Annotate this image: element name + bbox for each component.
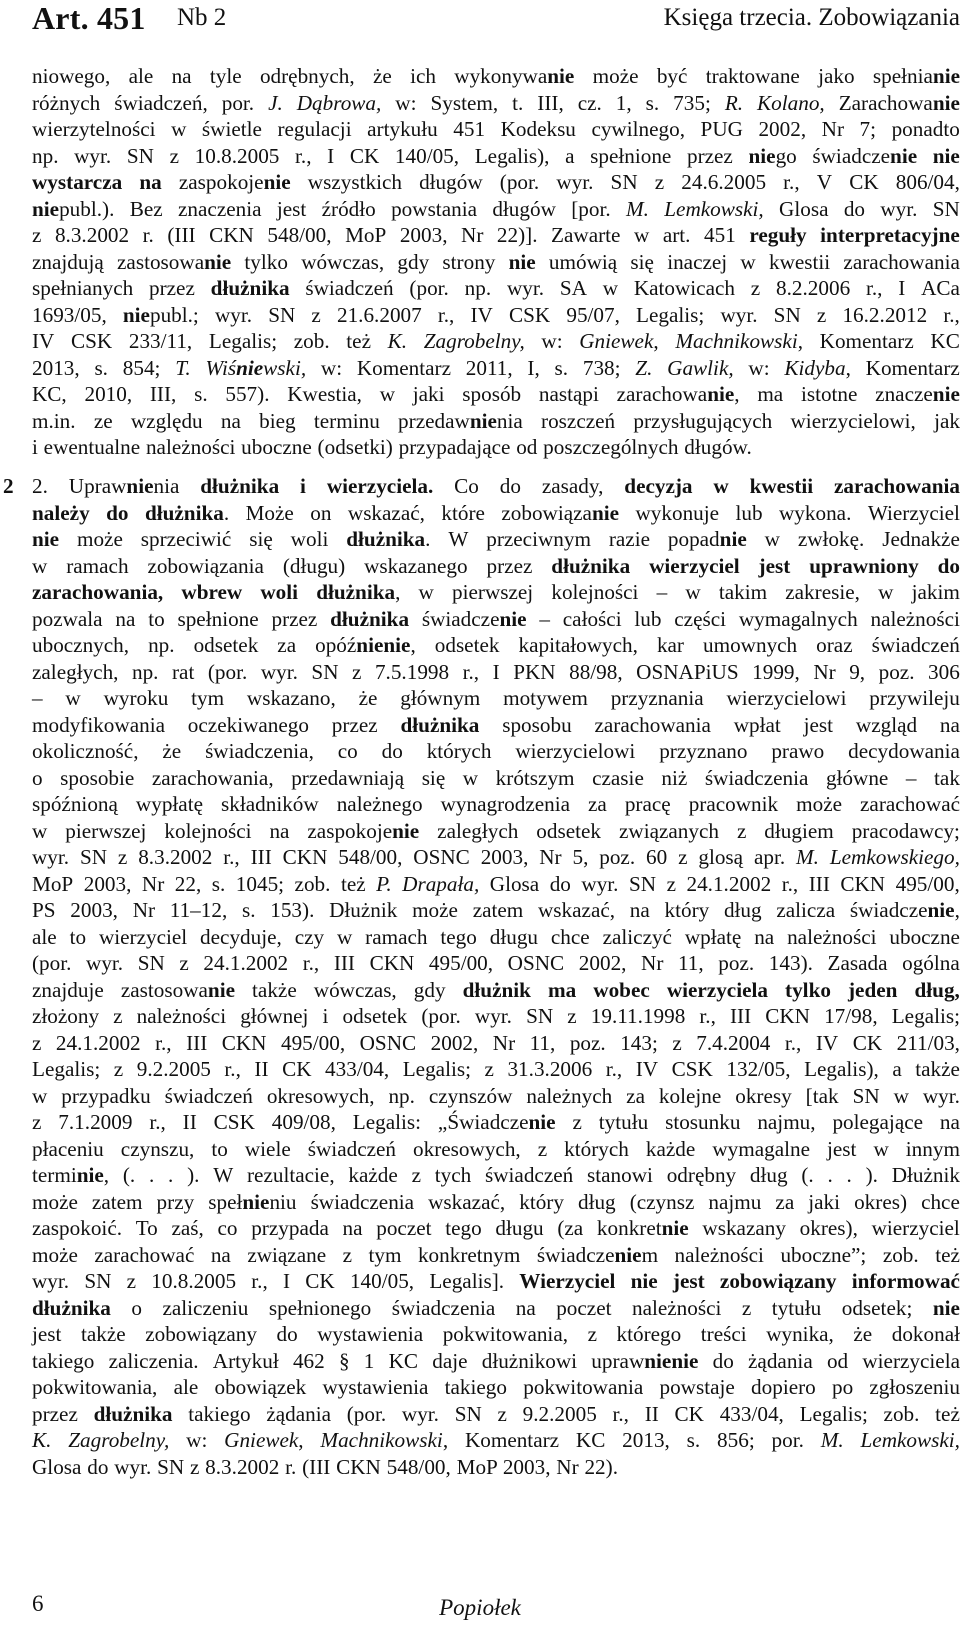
paragraph-continuation [32, 63, 960, 461]
text-line: spóźnioną wypłatę składników należnego wynagrodzenia za pracę pracownik może zarachować [32, 792, 960, 816]
text-line: pozwala na to spełnione przez dłużnika świadczenie – całości lub części wymagalnych należności [32, 606, 960, 631]
text-line: zaspokoić. To zaś, co przypada na poczet tego długu (za konkretnie wskazany okres), wierzyciel [32, 1216, 960, 1240]
text-line: Legalis; z 9.2.2005 r., II CK 433/04, Legalis; z 31.3.2006 r., IV CSK 132/05, Legalis), a także [32, 1057, 960, 1081]
text-line: z 24.1.2002 r., III CKN 495/00, OSNC 2002, Nr 11, poz. 143; z 7.4.2004 r., IV CK 211/03, [32, 1030, 960, 1055]
text-line: złożony z należności głównej i odsetek (por. wyr. SN z 19.11.1998 r., III CKN 17/98, Legalis; [32, 1004, 960, 1028]
text-line: znajduje zastosowanie także wówczas, gdy dłużnik ma wobec wierzyciela tylko jeden dług, [32, 977, 960, 1002]
text-line: MoP 2003, Nr 22, s. 1045; zob. też P. Drapała, Glosa do wyr. SN z 24.1.2002 r., III CKN 495/00, [32, 871, 960, 896]
text-line: może zarachować na związane z tym konkretnym świadczeniem należności uboczne”; zob. też [32, 1242, 960, 1267]
text-line: zarachowania, wbrew woli dłużnika, w pierwszej kolejności – w takim zakresie, w jakim [32, 580, 960, 604]
text-line: ale to wierzyciel decyduje, czy w ramach tego długu chce zaliczyć wpłatę na należności uboczne [32, 924, 960, 949]
text-line: spełnianych przez dłużnika świadczeń (por. np. wyr. SA w Katowicach z 8.2.2006 r., I ACa [32, 276, 960, 300]
text-line: płaceniu czynszu, to wiele świadczeń okresowych, z których każde wymagalne jest w innym [32, 1136, 960, 1161]
text-line: PS 2003, Nr 11–12, s. 153). Dłużnik może zatem wskazać, na który dług zalicza świadczenie, [32, 898, 960, 922]
text-line: w przypadku świadczeń okresowych, np. czynszów należnych za kolejne okresy [tak SN w wyr. [32, 1083, 960, 1108]
text-line: w ramach zobowiązania (długu) wskazanego przez dłużnika wierzyciel jest uprawniony do [32, 553, 960, 578]
text-line: ubocznych, np. odsetek za opóźnienie, odsetek kapitałowych, kar umownych oraz świadczeń [32, 633, 960, 657]
margin-number-reference: Nb 2 [177, 4, 227, 31]
text-line: dłużnika o zaliczeniu spełnionego świadczenia na poczet należności z tytułu odsetek; nie [32, 1295, 960, 1320]
text-line: z 7.1.2009 r., II CSK 409/08, Legalis: „Świadczenie z tytułu stosunku najmu, polegające na [32, 1110, 960, 1134]
text-line: wyr. SN z 8.3.2002 r., III CKN 548/00, OSNC 2003, Nr 5, poz. 60 z glosą apr. M. Lemkowskiego, [32, 845, 960, 869]
text-line: znajdują zastosowanie tylko wówczas, gdy strony nie umówią się inaczej w kwestii zarachowania [32, 249, 960, 274]
text-line: – w wyroku tym wskazano, że głównym motywem przyznania wierzycielowi przywileju [32, 686, 960, 710]
text-line: okoliczność, że świadczenia, co do których wierzycielowi przyznano prawo decydowania [32, 739, 960, 763]
text-line: zaległych, np. rat (por. wyr. SN z 7.5.1998 r., I PKN 88/98, OSNAPiUS 1999, Nr 9, poz. 306 [32, 659, 960, 684]
text-line: IV CSK 233/11, Legalis; zob. też K. Zagrobelny, w: Gniewek, Machnikowski, Komentarz KC [32, 329, 960, 353]
article-number: Art. 451 [32, 0, 146, 36]
text-line: np. wyr. SN z 10.8.2005 r., I CK 140/05, Legalis), a spełnione przez niego świadczenie nie [32, 143, 960, 168]
text-line: wyr. SN z 10.8.2005 r., I CK 140/05, Legalis]. Wierzyciel nie jest zobowiązany informować [32, 1269, 960, 1293]
text-line: wystarcza na zaspokojenie wszystkich długów (por. wyr. SN z 24.6.2005 r., V CK 806/04, [32, 170, 960, 194]
text-line: K. Zagrobelny, w: Gniewek, Machnikowski, Komentarz KC 2013, s. 856; por. M. Lemkowski, [32, 1428, 960, 1452]
text-line: modyfikowania oczekiwanego przez dłużnika sposobu zarachowania wpłat jest wzgląd na [32, 712, 960, 737]
text-line: pokwitowania, ale obowiązek wystawienia takiego pokwitowania powstaje dopiero po zgłoszeniu [32, 1375, 960, 1399]
text-line: należy do dłużnika. Może on wskazać, które zobowiązanie wykonuje lub wykona. Wierzyciel [32, 500, 960, 525]
text-line: 2013, s. 854; T. Wiśniewski, w: Komentarz 2011, I, s. 738; Z. Gawlik, w: Kidyba, Komentarz [32, 355, 960, 380]
text-line: przez dłużnika takiego żądania (por. wyr. SN z 9.2.2005 r., II CK 433/04, Legalis; zob. też [32, 1401, 960, 1426]
text-line: m.in. ze względu na bieg terminu przedawnienia roszczeń przysługujących wierzycielowi, jak [32, 408, 960, 433]
text-line: o sposobie zarachowania, przedawniają się w krótszym czasie niż świadczenia główne – tak [32, 765, 960, 790]
text-line: w pierwszej kolejności na zaspokojenie zaległych odsetek związanych z długiem pracodawcy; [32, 818, 960, 843]
text-line: Glosa do wyr. SN z 8.3.2002 r. (III CKN 548/00, MoP 2003, Nr 22). [32, 1454, 618, 1479]
paragraph-2 [32, 473, 960, 1480]
text-line: (por. wyr. SN z 24.1.2002 r., III CKN 495/00, OSNC 2002, Nr 11, poz. 143). Zasada ogólna [32, 951, 960, 975]
text-line: może zatem przy spełnieniu świadczenia wskazać, który dług (czynsz najmu za jaki okres) chce [32, 1189, 960, 1214]
text-line: wierzytelności w świetle regulacji artykułu 451 Kodeksu cywilnego, PUG 2002, Nr 7; ponadto [32, 117, 960, 141]
text-line: z 8.3.2002 r. (III CKN 548/00, MoP 2003, Nr 22)]. Zawarte w art. 451 reguły interpretacyjne [32, 223, 960, 247]
page-number: 6 [32, 1591, 44, 1616]
text-line: 1693/05, niepubl.; wyr. SN z 21.6.2007 r., IV CSK 95/07, Legalis; wyr. SN z 16.2.2012 r., [32, 302, 960, 327]
text-line: nie może sprzeciwić się woli dłużnika. W przeciwnym razie popadnie w zwłokę. Jednakże [32, 527, 960, 551]
author-name: Popiołek [439, 1595, 521, 1620]
text-line: niepubl.). Bez znaczenia jest źródło powstania długów [por. M. Lemkowski, Glosa do wyr. SN [32, 196, 960, 221]
text-line: terminie, (. . . ). W rezultacie, każde z tych świadczeń stanowi odrębny dług (. . . ). Dłużnik [32, 1163, 960, 1187]
margin-number-2: 2 [3, 474, 14, 498]
text-line: jest także zobowiązany do wystawienia pokwitowania, z którego treści wynika, że dokonał [32, 1322, 960, 1346]
text-line: KC, 2010, III, s. 557). Kwestia, w jaki sposób nastąpi zarachowanie, ma istotne znaczenie [32, 382, 960, 406]
page-header [32, 0, 960, 40]
text-line: i ewentualne należności uboczne (odsetki) przypadające od poszczególnych długów. [32, 435, 752, 459]
text-line: takiego zaliczenia. Artykuł 462 § 1 KC daje dłużnikowi uprawnienie do żądania od wierzyciela [32, 1348, 960, 1373]
text-line: różnych świadczeń, por. J. Dąbrowa, w: System, t. III, cz. 1, s. 735; R. Kolano, Zarachowanie [32, 90, 960, 115]
text-line: niowego, ale na tyle odrębnych, że ich wykonywanie może być traktowane jako spełnianie [32, 64, 960, 88]
book-title: Księga trzecia. Zobowiązania [663, 4, 960, 31]
text-line: 2. Uprawnienia dłużnika i wierzyciela. Co do zasady, decyzja w kwestii zarachowania [32, 474, 960, 498]
